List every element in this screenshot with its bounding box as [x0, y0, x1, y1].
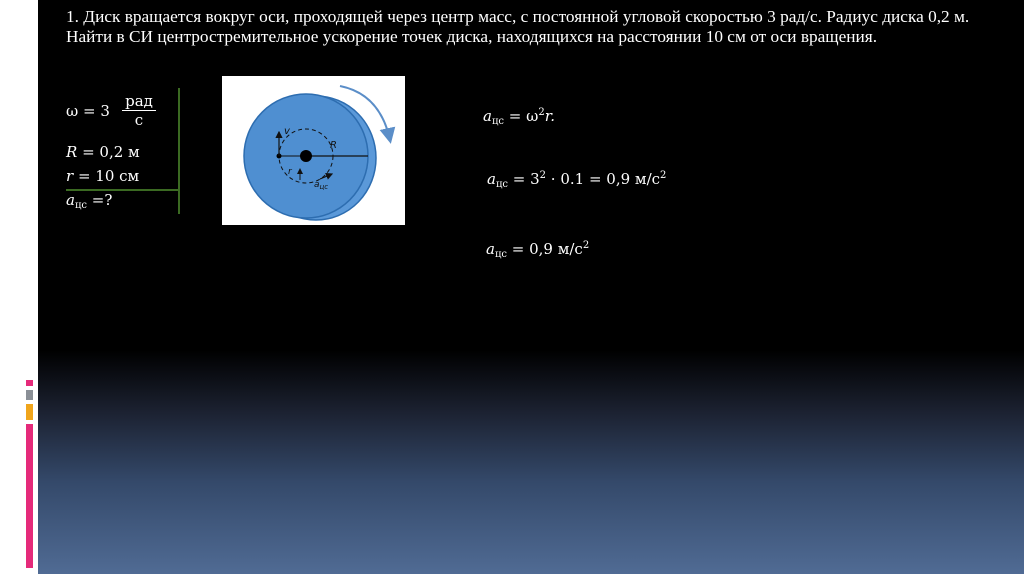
given-R: R = 0,2 м	[66, 143, 140, 161]
given-divider-vertical	[178, 88, 180, 214]
center-dot	[300, 150, 312, 162]
marker-pink-long	[26, 424, 33, 568]
given-r: r = 10 см	[66, 167, 140, 185]
label-a: $a_{цс}$	[314, 180, 329, 191]
problem-statement: 1. Диск вращается вокруг оси, проходящей через центр масс, с постоянной угловой скоростью 3 рад/с. Радиус диска 0,2 м. Найти в СИ центростремительное ускорение точек диска, находящихся на расстоянии 10 см от оси вращения.	[66, 7, 970, 46]
formula-answer: $a_{цс} = 0,9$ $м/с^2$	[486, 240, 590, 260]
marker-orange	[26, 404, 33, 420]
disk-diagram	[222, 76, 405, 225]
given-omega: ω = 3 рад с	[66, 92, 110, 110]
label-v: v	[284, 126, 290, 137]
given-unknown: $a_{цс}$ =?	[66, 191, 113, 211]
slide	[38, 0, 1024, 574]
marker-pink-top	[26, 380, 33, 386]
label-R: R	[330, 140, 337, 151]
given-block	[66, 92, 180, 216]
unit-fraction: рад с	[122, 92, 156, 129]
marker-gray	[26, 390, 33, 400]
given-divider-horizontal	[66, 189, 179, 191]
label-r: r	[288, 167, 292, 177]
left-rail	[0, 0, 38, 574]
formula-substitution: $a_{цс} = 3^2 \cdot 0.1 = 0,9$ $м/с^2$	[487, 170, 667, 190]
formula-definition: $a_{цс} = \omega^2r$.	[483, 107, 555, 127]
disk-figure	[222, 76, 405, 225]
